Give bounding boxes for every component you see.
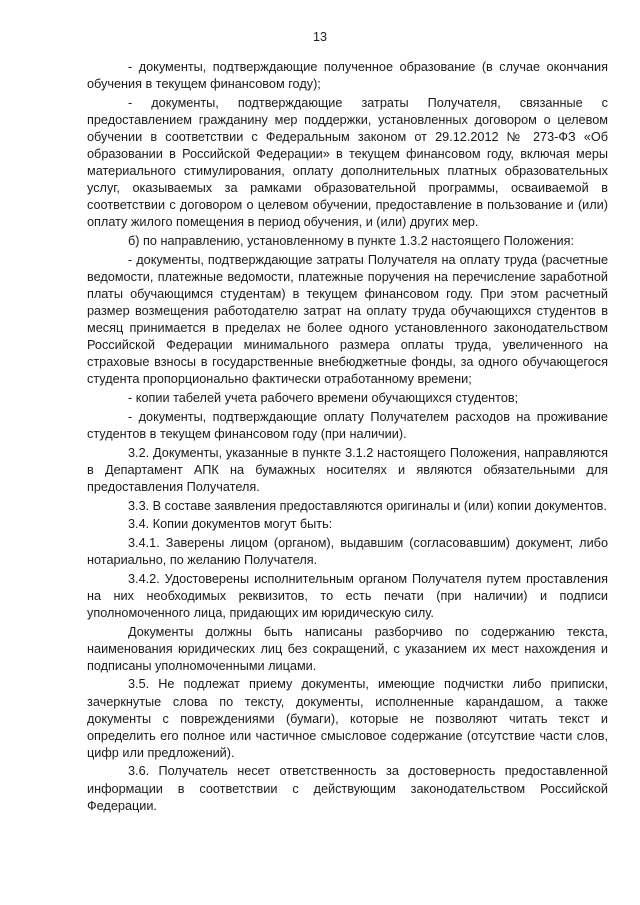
- paragraph-3-3: 3.3. В составе заявления предоставляются оригиналы и (или) копии документов.: [128, 498, 607, 513]
- paragraph-housing-costs: - документы, подтверждающие оплату Получателем расходов на проживание студентов в текущем финансовом году (при наличии).: [87, 409, 608, 441]
- paragraph-3-6: 3.6. Получатель несет ответственность за достоверность предоставленной информации в соответствии с действующим законодательством Российской Федерации.: [87, 764, 608, 813]
- paragraph-direction-b: б) по направлению, установленному в пункте 1.3.2 настоящего Положения:: [128, 234, 574, 249]
- paragraph-labor-costs: - документы, подтверждающие затраты Получателя на оплату труда (расчетные ведомости, платежные ведомости, платежные поручения на перечисление заработной платы обучающимся студентам) в текущем финансовом году. При этом расчетный размер возмещения работодателю затрат на оплату труда обучающихся студентов в месяц принимается в пределах не более одного установленного законодательством Российской Федерации минимального размера оплаты труда, увеличенного на страховые взносы в государственные внебюджетные фонды, за одного обучающегося студента пропорционально фактически отработанному времени;: [87, 252, 608, 387]
- document-body: [87, 59, 608, 816]
- paragraph-3-2: 3.2. Документы, указанные в пункте 3.1.2 настоящего Положения, направляются в Департамент АПК на бумажных носителях и являются обязательными для предоставления Получателя.: [87, 445, 608, 494]
- page-number: 13: [313, 30, 327, 44]
- paragraph-3-5: 3.5. Не подлежат приему документы, имеющие подчистки либо приписки, зачеркнутые слова по тексту, документы, исполненные карандашом, а также документы с повреждениями (бумаги), которые не позволяют читать текст и определить его полное или частичное смысловое содержание (отсутствие части слов, цифр или предложений).: [87, 677, 608, 760]
- paragraph-timesheets: - копии табелей учета рабочего времени обучающихся студентов;: [128, 391, 519, 406]
- paragraph-3-4: 3.4. Копии документов могут быть:: [128, 517, 333, 532]
- paragraph-support-costs: - документы, подтверждающие затраты Получателя, связанные с предоставлением гражданину мер поддержки, установленных договором о целевом обучении в соответствии с Федеральным законом от 29.12.2012 № 273-ФЗ «Об образовании в Российской Федерации» в текущем финансовом году, включая меры материального стимулирования, оплату дополнительных платных образовательных услуг, оказываемых за рамками образовательной программы, осваиваемой в соответствии с договором о целевом обучении, предоставление в пользование и (или) оплату жилого помещения в период обучения, и (или) других мер.: [87, 95, 608, 230]
- paragraph-3-4-2: 3.4.2. Удостоверены исполнительным органом Получателя путем проставления на них необходимых реквизитов, то есть печати (при наличии) и подписи уполномоченного лица, придающих им юридическую силу.: [87, 571, 608, 620]
- paragraph-education-docs: - документы, подтверждающие полученное образование (в случае окончания обучения в текущем финансовом году);: [87, 60, 608, 92]
- paragraph-3-4-1: 3.4.1. Заверены лицом (органом), выдавшим (согласовавшим) документ, либо нотариально, по желанию Получателя.: [87, 535, 608, 567]
- paragraph-legibility: Документы должны быть написаны разборчиво по содержанию текста, наименования юридических лиц без сокращений, с указанием их мест нахождения и подписаны уполномоченными лицами.: [87, 624, 608, 673]
